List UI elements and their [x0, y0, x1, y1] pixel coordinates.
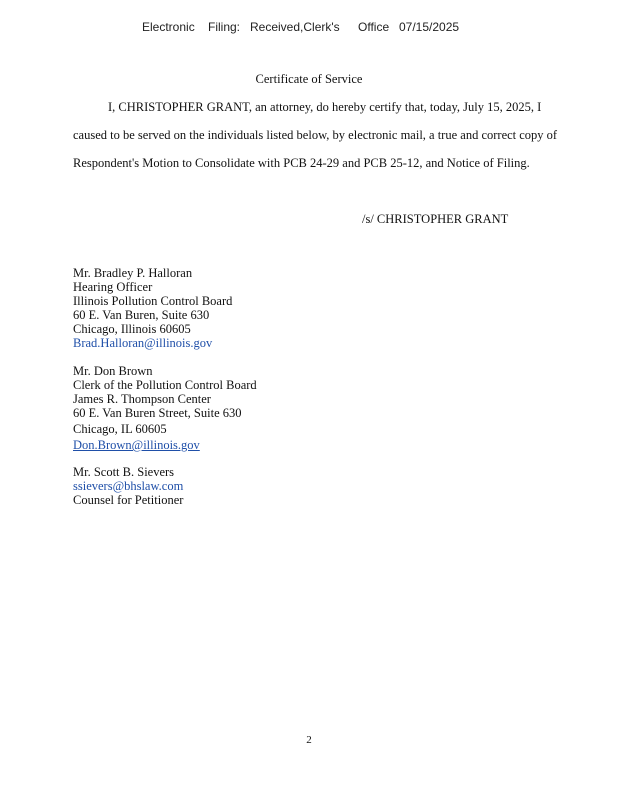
recipient-title: Hearing Officer — [73, 280, 153, 294]
header-date: 07/15/2025 — [399, 20, 460, 34]
header-filing: Filing: — [208, 20, 241, 34]
header-office: Office — [358, 20, 390, 34]
recipient-street: 60 E. Van Buren, Suite 630 — [73, 308, 210, 322]
recipient-city: Chicago, IL 60605 — [73, 422, 167, 436]
recipient-title: Clerk of the Pollution Control Board — [73, 378, 257, 392]
header-electronic: Electronic — [142, 20, 195, 34]
recipient-city: Chicago, Illinois 60605 — [73, 322, 191, 336]
recipient-org: Illinois Pollution Control Board — [73, 294, 233, 308]
paragraph-line-1: I, CHRISTOPHER GRANT, an attorney, do hereby certify that, today, July 15, 2025, I — [108, 100, 542, 114]
page-number: 2 — [306, 734, 312, 746]
header-received: Received,Clerk's — [250, 20, 340, 34]
recipient-email-link[interactable]: Brad.Halloran@illinois.gov — [73, 336, 213, 350]
recipient-name: Mr. Scott B. Sievers — [73, 465, 175, 479]
recipient-name: Mr. Bradley P. Halloran — [73, 266, 193, 280]
recipient-email-link[interactable]: Don.Brown@illinois.gov — [73, 438, 200, 452]
recipient-email-link[interactable]: ssievers@bhslaw.com — [73, 479, 184, 493]
paragraph-line-3: Respondent's Motion to Consolidate with PCB 24-29 and PCB 25-12, and Notice of Filing. — [73, 156, 530, 170]
recipient-name: Mr. Don Brown — [73, 364, 153, 378]
recipient-street: 60 E. Van Buren Street, Suite 630 — [73, 406, 242, 420]
paragraph-line-2: caused to be served on the individuals listed below, by electronic mail, a true and correct copy of — [73, 128, 558, 142]
page-title: Certificate of Service — [255, 72, 363, 86]
recipient-org: James R. Thompson Center — [73, 392, 211, 406]
recipient-block-1 — [73, 266, 232, 350]
signature: /s/ CHRISTOPHER GRANT — [362, 212, 509, 226]
recipient-role: Counsel for Petitioner — [73, 493, 184, 507]
recipient-block-2 — [73, 364, 257, 452]
recipient-block-3 — [73, 465, 183, 507]
